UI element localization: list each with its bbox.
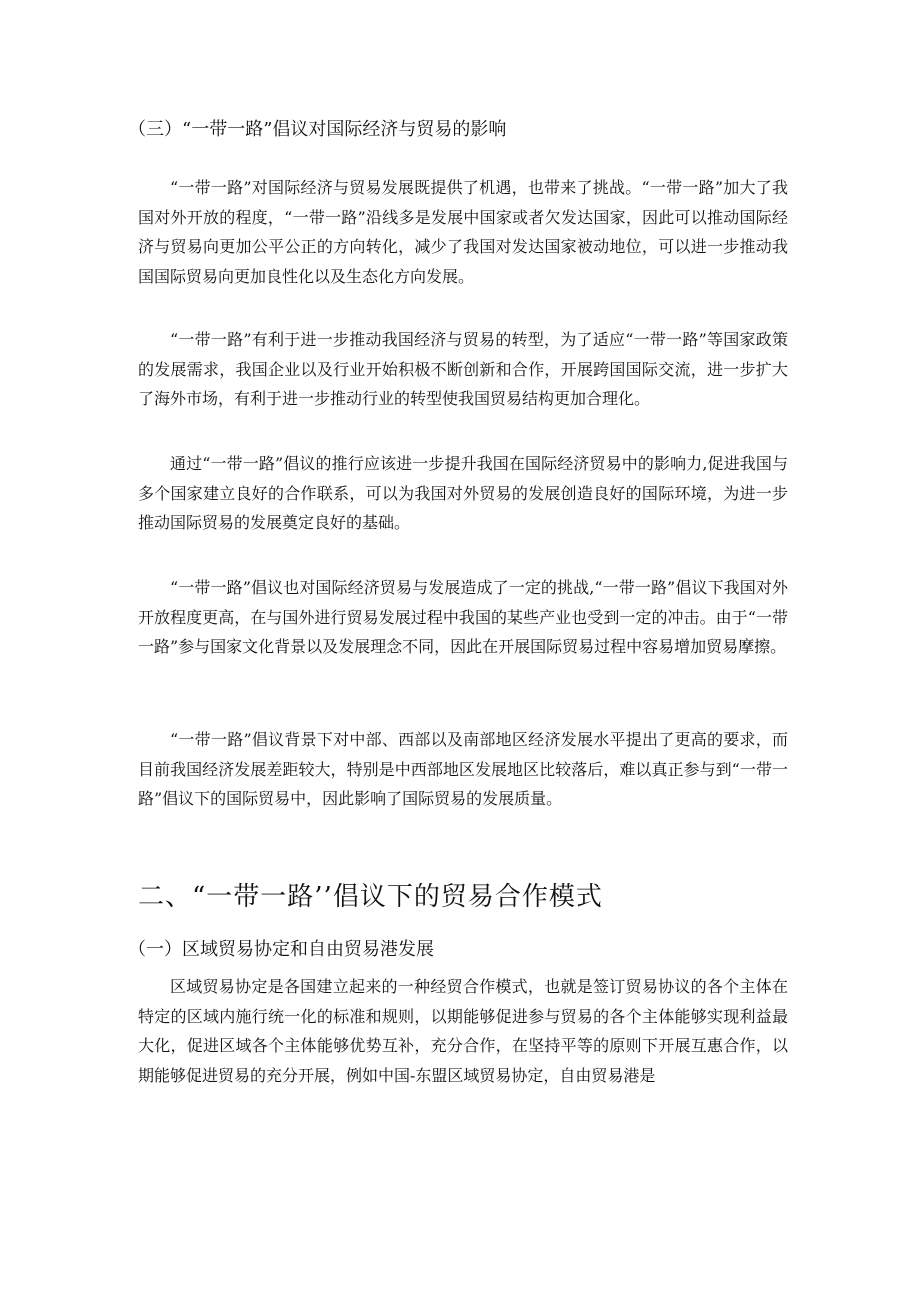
paragraph: “一带一路”倡议也对国际经济贸易与发展造成了一定的挑战,“一带一路”倡议下我国对外开放程度更高，在与国外进行贸易发展过程中我国的某些产业也受到一定的冲击。由于“一带一路”参与国家文化背景以及发展理念不同，因此在开展国际贸易过程中容易增加贸易摩擦。	[138, 578, 788, 657]
paragraph: “一带一路”倡议背景下对中部、西部以及南部地区经济发展水平提出了更高的要求，而目前我国经济发展差距较大，特别是中西部地区发展地区比较落后，难以真正参与到“一带一路”倡议下的国际贸易中，因此影响了国际贸易的发展质量。	[138, 730, 788, 809]
paragraph: “一带一路”对国际经济与贸易发展既提供了机遇，也带来了挑战。“一带一路”加大了我国对外开放的程度，“一带一路”沿线多是发展中国家或者欠发达国家，因此可以推动国际经济与贸易向更加公平公正的方向转化，减少了我国对发达国家被动地位，可以进一步推动我国国际贸易向更加良性化以及生态化方向发展。	[138, 178, 788, 286]
section-heading: （一）区域贸易协定和自由贸易港发展	[128, 939, 434, 960]
section-heading: （三）“一带一路”倡议对国际经济与贸易的影响	[128, 119, 507, 140]
paragraph: 通过“一带一路”倡议的推行应该进一步提升我国在国际经济贸易中的影响力,促进我国与多个国家建立良好的合作联系，可以为我国对外贸易的发展创造良好的国际环境，为进一步推动国际贸易的发展奠定良好的基础。	[138, 454, 788, 533]
paragraph: 区域贸易协定是各国建立起来的一种经贸合作模式，也就是签订贸易协议的各个主体在特定的区域内施行统一化的标准和规则，以期能够促进参与贸易的各个主体能够实现利益最大化，促进区域各个主体能够优势互补，充分合作，在坚持平等的原则下开展互惠合作，以期能够促进贸易的充分开展，例如中国-东盟区域贸易协定，自由贸易港是	[138, 977, 788, 1085]
chapter-heading: 二、“一带一路’’倡议下的贸易合作模式	[138, 882, 603, 912]
paragraph: “一带一路”有利于进一步推动我国经济与贸易的转型，为了适应“一带一路”等国家政策的发展需求，我国企业以及行业开始积极不断创新和合作，开展跨国国际交流，进一步扩大了海外市场，有利于进一步推动行业的转型使我国贸易结构更加合理化。	[138, 330, 788, 409]
